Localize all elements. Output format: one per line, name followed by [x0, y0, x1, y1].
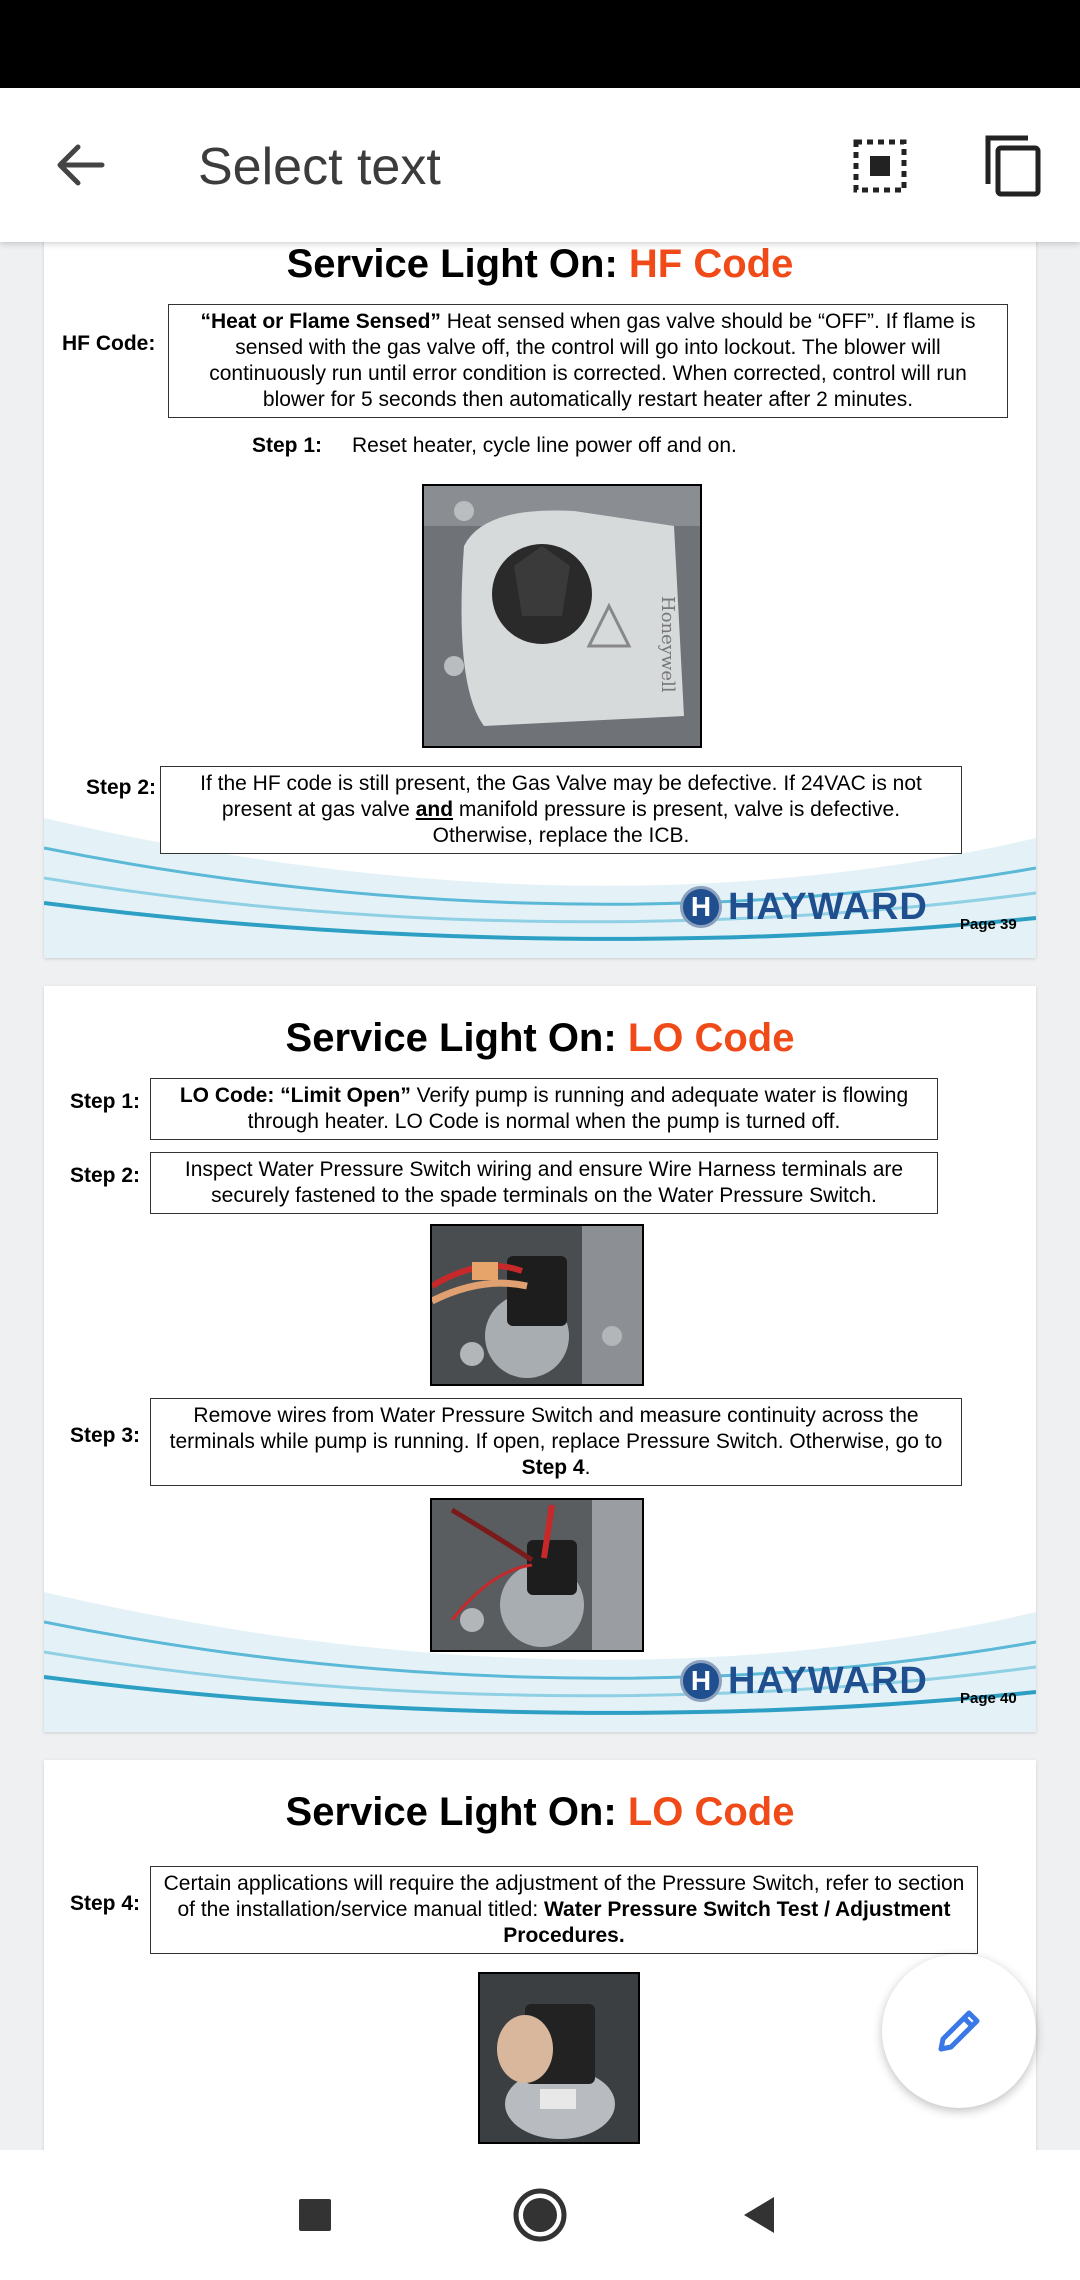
step2-label: Step 2: [70, 1164, 141, 1187]
edit-fab-button[interactable] [882, 1954, 1036, 2108]
slide-title: Service Light On: LO Code [285, 1016, 795, 1060]
step3-label: Step 3: [70, 1424, 141, 1447]
svg-text:Honeywell: Honeywell [657, 596, 678, 693]
hayward-logo: H HAYWARD [680, 882, 928, 932]
hf-description-box: “Heat or Flame Sensed” Heat sensed when gas valve should be “OFF”. If flame is sensed with the gas valve off, the control will go into lockout. The blower will continuously run until error condition is corrected. When corrected, control will run blower for 5 seconds then automatically restart heater after 2 minutes. [168, 304, 1008, 418]
document-page-39 [44, 242, 1036, 958]
page-number: Page 39 [960, 916, 1017, 933]
hayward-logo: H HAYWARD [680, 1656, 928, 1706]
back-arrow-icon[interactable] [40, 124, 122, 206]
step4-label: Step 4: [70, 1892, 141, 1915]
triangle-back-icon[interactable] [725, 2180, 795, 2250]
document-page-40 [44, 986, 1036, 1732]
step2-box: Inspect Water Pressure Switch wiring and ensure Wire Harness terminals are securely fastened to the spade terminals on the Water Pressure Switch. [150, 1152, 938, 1214]
step1-label: Step 1: [252, 434, 323, 457]
step2-label: Step 2: [86, 776, 157, 799]
status-bar [0, 0, 1080, 88]
square-icon[interactable] [280, 2180, 350, 2250]
navigation-bar [0, 2150, 1080, 2280]
step1-box: LO Code: “Limit Open” Verify pump is running and adequate water is flowing through heater. LO Code is normal when the pump is turned off. [150, 1078, 938, 1140]
circle-icon[interactable] [505, 2180, 575, 2250]
page-title: Select text [198, 138, 441, 196]
app-bar [0, 88, 1080, 242]
slide-title: Service Light On: LO Code [285, 1790, 795, 1834]
step1-label: Step 1: [70, 1090, 141, 1113]
pencil-icon [929, 2001, 989, 2061]
select-all-icon[interactable] [842, 128, 918, 204]
hf-code-label: HF Code: [62, 332, 156, 355]
page-number: Page 40 [960, 1690, 1017, 1707]
continuity-test-photo [430, 1498, 644, 1652]
gas-valve-photo [422, 484, 702, 748]
pressure-switch-adjustment-photo [478, 1972, 640, 2144]
step3-box: Remove wires from Water Pressure Switch and measure continuity across the terminals while pump is running. If open, replace Pressure Switch. Otherwise, go to Step 4. [150, 1398, 962, 1486]
document-page-41 [44, 1760, 1036, 2150]
step1-text: Reset heater, cycle line power off and on. [352, 434, 737, 457]
copy-icon[interactable] [976, 128, 1052, 204]
slide-title: Service Light On: HF Code [286, 242, 794, 286]
step2-box: If the HF code is still present, the Gas Valve may be defective. If 24VAC is not present at gas valve and manifold pressure is present, valve is defective. Otherwise, replace the ICB. [160, 766, 962, 854]
document-viewport[interactable] [0, 242, 1080, 2150]
pressure-switch-wiring-photo [430, 1224, 644, 1386]
step4-box: Certain applications will require the adjustment of the Pressure Switch, refer to section of the installation/service manual titled: Water Pressure Switch Test / Adjustment Procedures. [150, 1866, 978, 1954]
